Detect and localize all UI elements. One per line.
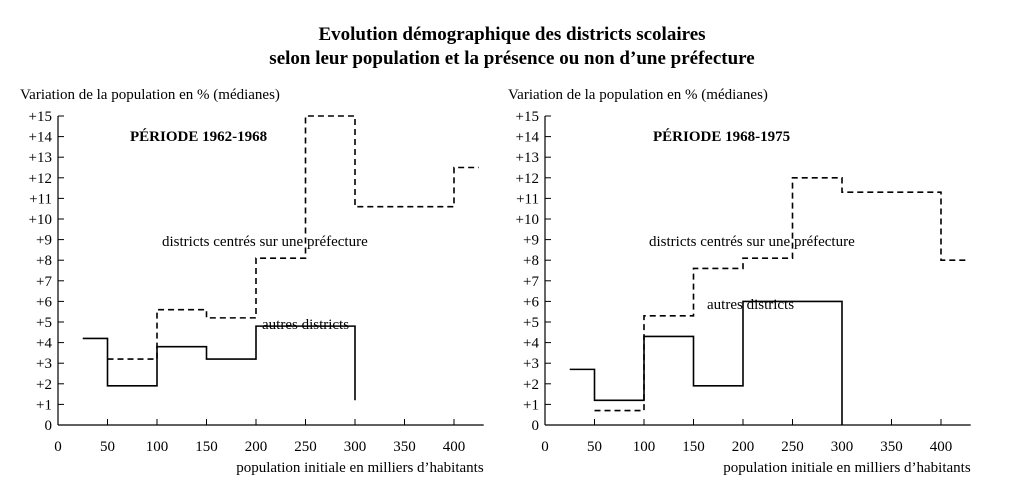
y-tick-label: +6 — [36, 294, 52, 311]
x-axis-label: population initiale en milliers d’habitants — [723, 460, 971, 476]
y-tick-label: +5 — [523, 315, 539, 331]
y-tick-label: +13 — [515, 150, 539, 167]
y-tick-label: +9 — [523, 232, 539, 249]
y-tick-label: +3 — [36, 356, 52, 373]
y-tick-label: +5 — [36, 315, 52, 331]
y-tick-label: +8 — [36, 253, 52, 270]
x-tick-label: 250 — [781, 439, 804, 455]
y-axis-label: Variation de la population en % (médianes) — [20, 87, 280, 103]
y-tick-label: +9 — [36, 232, 52, 249]
series-label-prefecture: districts centrés sur une préfecture — [649, 234, 855, 250]
x-tick-label: 300 — [343, 439, 367, 455]
y-tick-label: +4 — [523, 335, 539, 352]
y-tick-label: +11 — [516, 191, 539, 208]
x-tick-label: 400 — [929, 439, 953, 455]
x-tick-label: 300 — [830, 439, 854, 455]
y-tick-label: +7 — [36, 273, 52, 290]
y-tick-label: +8 — [523, 253, 539, 270]
period-label: PÉRIODE 1962-1968 — [130, 129, 268, 145]
y-tick-label: +3 — [523, 356, 539, 373]
chart-title-line1: Evolution démographique des districts scolaires — [318, 24, 706, 45]
chart-title-line2: selon leur population et la présence ou non d’une préfecture — [269, 48, 755, 69]
x-tick-label: 50 — [100, 439, 115, 455]
x-tick-label: 100 — [145, 439, 169, 455]
x-tick-label: 200 — [731, 439, 755, 455]
y-tick-label: +12 — [28, 170, 52, 187]
x-tick-label: 150 — [195, 439, 218, 455]
x-tick-label: 200 — [244, 439, 268, 455]
y-tick-label: +10 — [28, 212, 52, 228]
y-tick-label: +14 — [515, 129, 539, 146]
y-tick-label: +12 — [515, 170, 539, 187]
series-label-autres: autres districts — [707, 297, 795, 313]
y-tick-label: +7 — [523, 273, 539, 290]
series-autres-line — [570, 301, 842, 425]
series-label-autres: autres districts — [262, 317, 350, 333]
x-tick-label: 350 — [393, 439, 416, 455]
y-tick-label: +10 — [515, 212, 539, 228]
x-tick-label: 100 — [632, 439, 656, 455]
x-tick-label: 400 — [442, 439, 466, 455]
y-tick-label: +15 — [28, 109, 52, 125]
x-axis-label: population initiale en milliers d’habitants — [236, 460, 484, 476]
y-axis-label: Variation de la population en % (médianes) — [508, 87, 768, 103]
y-tick-label: +1 — [523, 397, 539, 414]
y-tick-label: 0 — [44, 418, 52, 434]
x-tick-label: 0 — [54, 439, 62, 455]
series-autres-line — [83, 326, 355, 400]
y-tick-label: +14 — [28, 129, 52, 146]
x-tick-label: 150 — [682, 439, 705, 455]
x-tick-label: 0 — [541, 439, 549, 455]
y-tick-label: +2 — [36, 376, 52, 393]
x-tick-label: 250 — [294, 439, 317, 455]
series-label-prefecture: districts centrés sur une préfecture — [162, 234, 368, 250]
y-tick-label: +13 — [28, 150, 52, 167]
y-tick-label: 0 — [531, 418, 539, 434]
y-tick-label: +6 — [523, 294, 539, 311]
y-tick-label: +4 — [36, 335, 52, 352]
y-tick-label: +15 — [515, 109, 539, 125]
x-tick-label: 350 — [880, 439, 903, 455]
series-prefecture-line — [595, 178, 966, 411]
x-tick-label: 50 — [587, 439, 602, 455]
y-tick-label: +1 — [36, 397, 52, 414]
period-label: PÉRIODE 1968-1975 — [653, 129, 791, 145]
y-tick-label: +11 — [29, 191, 52, 208]
y-tick-label: +2 — [523, 376, 539, 393]
